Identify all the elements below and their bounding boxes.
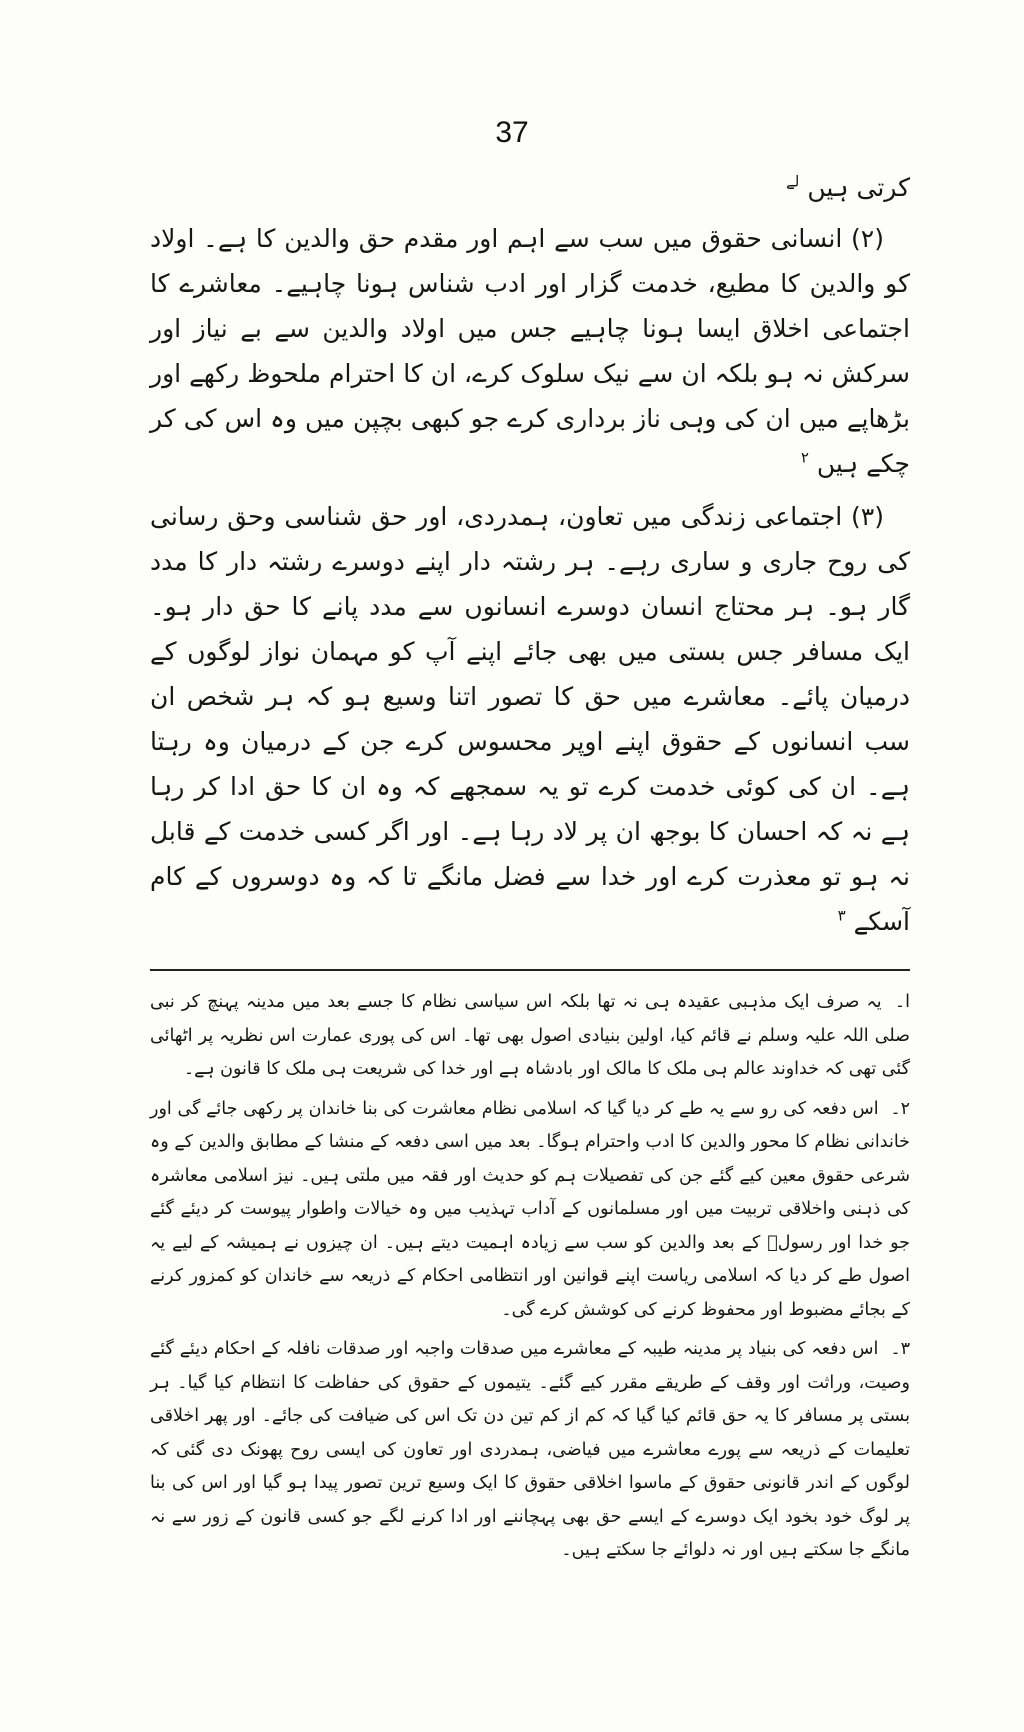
- footnote-text: اس دفعہ کی بنیاد پر مدینہ طیبہ کے معاشرے میں صدقات واجبہ اور صدقات نافلہ کے احکام دیئے گئے وصیت، وراثت اور وقف کے طریقے مقرر کیے گئے۔ یتیموں کے حقوق کی حفاظت کا انتظام کیا گیا۔ ہر بستی پر مسافر کا یہ حق قائم کیا گیا کہ کم از کم تین دن تک اس کی ضیافت کی جائے۔ اور پھر اخلاقی تعلیمات کے ذریعہ سے پورے معاشرے میں فیاضی، ہمدردی اور تعاون کی ایسی روح پھونک دی گئی کہ لوگوں کے اندر قانونی حقوق کے ماسوا اخلاقی حقوق کا ایک وسیع ترین تصور پیدا ہو گیا اور اس کی بنا پر لوگ خود بخود ایک دوسرے کے ایسے حق بھی پہچاننے اور ادا کرنے لگے جو کسی قانون کے زور سے نہ مانگے جا سکتے ہیں اور نہ دلوائے جا سکتے ہیں۔: [150, 1339, 910, 1560]
- footnote-text: یہ صرف ایک مذہبی عقیدہ ہی نہ تھا بلکہ اس سیاسی نظام کا جسے بعد میں مدینہ پہنچ کر نبی صلی اللہ علیہ وسلم نے قائم کیا، اولین بنیادی اصول بھی تھا۔ اس کی پوری عمارت اس نظریہ پر اٹھائی گئی تھی کہ خداوند عالم ہی ملک کا مالک اور بادشاہ ہے اور خدا کی شریعت ہی ملک کا قانون ہے۔: [150, 992, 910, 1079]
- paragraph-parents-rights: [150, 216, 910, 486]
- footnote-ref: ۲: [800, 448, 809, 467]
- main-text: [150, 165, 910, 944]
- footnote-1: [150, 986, 910, 1087]
- footnote-2: [150, 1093, 910, 1328]
- paragraph-continuation: [150, 165, 910, 210]
- footnote-number: ۲۔: [890, 1098, 910, 1119]
- footnote-number: ا۔: [894, 992, 910, 1012]
- footnote-ref: لے: [786, 172, 800, 191]
- footnote-divider: [150, 969, 910, 971]
- paragraph-text: (۲) انسانی حقوق میں سب سے اہم اور مقدم حق والدین کا ہے۔ اولاد کو والدین کا مطیع، خدمت گزار اور ادب شناس ہونا چاہیے۔ معاشرے کا اجتماعی اخلاق ایسا ہونا چاہیے جس میں اولاد والدین سے بے نیاز اور سرکش نہ ہو بلکہ ان سے نیک سلوک کرے، ان کا احترام ملحوظ رکھے اور بڑھاپے میں ان کی وہی ناز برداری کرے جو کبھی بچپن میں وہ اس کی کر چکے ہیں: [150, 224, 910, 478]
- footnote-3: [150, 1333, 910, 1568]
- paragraph-social-cooperation: [150, 494, 910, 944]
- footnote-ref: ۳: [837, 906, 846, 925]
- paragraph-text: کرتی ہیں: [807, 173, 910, 202]
- footnote-text: اس دفعہ کی رو سے یہ طے کر دیا گیا کہ اسلامی نظام معاشرت کی بنا خاندان پر رکھی جائے گی اور خاندانی نظام کا محور والدین کا ادب واحترام ہوگا۔ بعد میں اسی دفعہ کے منشا کے مطابق والدین کے وہ شرعی حقوق معین کیے گئے جن کی تفصیلات ہم کو حدیث اور فقہ میں ملتی ہیں۔ نیز اسلامی معاشرہ کی ذہنی واخلاقی تربیت میں اور مسلمانوں کے آداب تہذیب میں وہ خیالات واطوار پیوست کر دیئے گئے جو خدا اور رسولؐ کے بعد والدین کو سب سے زیادہ اہمیت دیتے ہیں۔ ان چیزوں نے ہمیشہ کے لیے یہ اصول طے کر دیا کہ اسلامی ریاست اپنے قوانین اور انتظامی احکام کے ذریعہ سے خاندان کو کمزور کرنے کے بجائے مضبوط اور محفوظ کرنے کی کوشش کرے گی۔: [150, 1098, 910, 1320]
- footnote-number: ۳۔: [890, 1339, 910, 1359]
- paragraph-text: (۳) اجتماعی زندگی میں تعاون، ہمدردی، اور حق شناسی وحق رسانی کی روح جاری و ساری رہے۔ ہر رشتہ دار اپنے دوسرے رشتہ دار کا مدد گار ہو۔ ہر محتاج انسان دوسرے انسانوں سے مدد پانے کا حق دار ہو۔ ایک مسافر جس بستی میں بھی جائے اپنے آپ کو مہمان نواز لوگوں کے درمیان پائے۔ معاشرے میں حق کا تصور اتنا وسیع ہو کہ ہر شخص ان سب انسانوں کے حقوق اپنے اوپر محسوس کرے جن کے درمیان وہ رہتا ہے۔ ان کی کوئی خدمت کرے تو یہ سمجھے کہ وہ ان کا حق ادا کر رہا ہے نہ کہ احسان کا بوجھ ان پر لاد رہا ہے۔ اور اگر کسی خدمت کے قابل نہ ہو تو معذرت کرے اور خدا سے فضل مانگے تا کہ وہ دوسروں کے کام آسکے: [150, 502, 910, 936]
- page-number: 37: [495, 116, 529, 149]
- footnotes: [150, 986, 910, 1574]
